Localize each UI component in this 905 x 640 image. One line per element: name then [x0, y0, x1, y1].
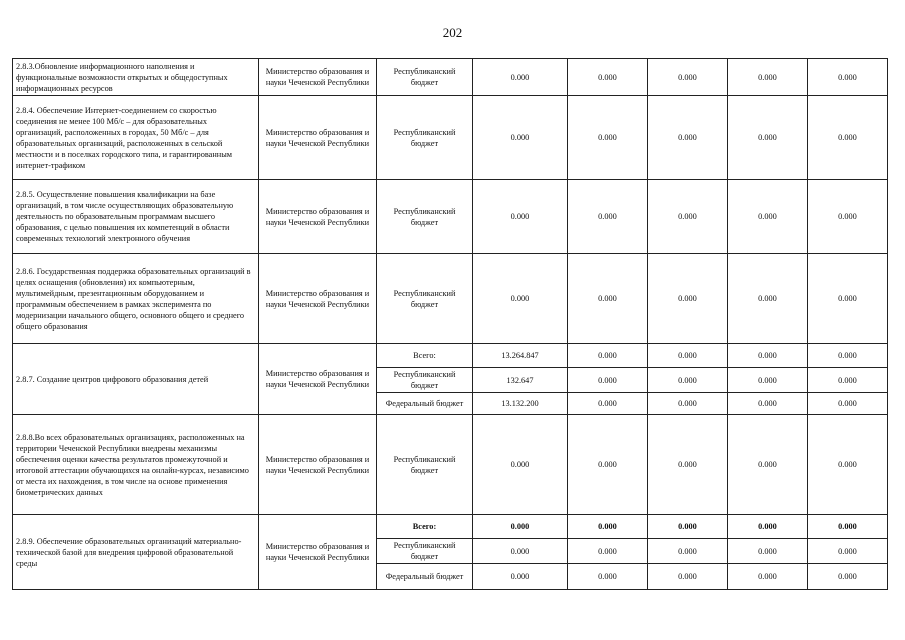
amount-cell: 0.000: [808, 96, 888, 180]
table-row: [13, 415, 888, 515]
amount-cell: 0.000: [648, 180, 728, 254]
amount-cell: 0.000: [473, 59, 568, 96]
table-row: [13, 96, 888, 180]
activity-cell: 2.8.5. Осуществление повышения квалификации на базе организаций, в том числе осуществляющих образовательную деятельность по образовательным программам высшего образования, с целью повышения их компетенций в области современных технологий электронного обучения: [13, 180, 259, 254]
amount-cell: 0.000: [728, 539, 808, 564]
amount-cell: 0.000: [808, 564, 888, 590]
amount-cell: 0.000: [808, 415, 888, 515]
page-number: 202: [442, 25, 463, 40]
amount-cell: 0.000: [568, 415, 648, 515]
amount-cell: 0.000: [568, 515, 648, 539]
amount-cell: 0.000: [473, 254, 568, 344]
amount-cell: 0.000: [808, 180, 888, 254]
funding-source-cell: Федеральный бюджет: [377, 564, 473, 590]
amount-cell: 0.000: [473, 539, 568, 564]
amount-cell: 0.000: [728, 393, 808, 415]
amount-cell: 0.000: [568, 344, 648, 368]
activity-cell: 2.8.7. Создание центров цифрового образования детей: [13, 344, 259, 415]
funding-source-cell: Федеральный бюджет: [377, 393, 473, 415]
table-body: [13, 59, 888, 590]
executor-cell: Министерство образования и науки Чеченской Республики: [259, 96, 377, 180]
amount-cell: 0.000: [728, 564, 808, 590]
amount-cell: 0.000: [473, 515, 568, 539]
activity-cell: 2.8.9. Обеспечение образовательных организаций материально-технической базой для внедрения цифровой образовательной среды: [13, 515, 259, 590]
amount-cell: 0.000: [808, 254, 888, 344]
amount-cell: 0.000: [473, 180, 568, 254]
amount-cell: 0.000: [728, 180, 808, 254]
amount-cell: 0.000: [808, 59, 888, 96]
amount-cell: 0.000: [568, 539, 648, 564]
executor-cell: Министерство образования и науки Чеченской Республики: [259, 180, 377, 254]
amount-cell: 0.000: [648, 96, 728, 180]
executor-cell: Министерство образования и науки Чеченской Республики: [259, 415, 377, 515]
amount-cell: 0.000: [568, 59, 648, 96]
budget-table: [12, 58, 888, 590]
table-row: [13, 59, 888, 96]
amount-cell: 0.000: [568, 368, 648, 393]
funding-source-cell: Республиканский бюджет: [377, 59, 473, 96]
amount-cell: 0.000: [728, 415, 808, 515]
table-row: [13, 344, 888, 368]
amount-cell: 0.000: [808, 368, 888, 393]
executor-cell: Министерство образования и науки Чеченской Республики: [259, 344, 377, 415]
funding-source-cell: Всего:: [377, 344, 473, 368]
amount-cell: 0.000: [568, 564, 648, 590]
amount-cell: 0.000: [568, 393, 648, 415]
funding-source-cell: Республиканский бюджет: [377, 539, 473, 564]
amount-cell: 0.000: [648, 344, 728, 368]
activity-cell: 2.8.3.Обновление информационного наполнения и функциональные возможности открытых и общедоступных информационных ресурсов: [13, 59, 259, 96]
amount-cell: 13.264.847: [473, 344, 568, 368]
amount-cell: 0.000: [808, 539, 888, 564]
amount-cell: 0.000: [648, 59, 728, 96]
amount-cell: 0.000: [728, 59, 808, 96]
amount-cell: 0.000: [648, 539, 728, 564]
amount-cell: 13.132.200: [473, 393, 568, 415]
amount-cell: 0.000: [648, 368, 728, 393]
amount-cell: 0.000: [728, 344, 808, 368]
activity-cell: 2.8.8.Во всех образовательных организациях, расположенных на территории Чеченской Республики внедрены механизмы обеспечения оценки качества результатов промежуточной и итоговой аттестации обучающихся на онлайн-курсах, независимо от места их нахождения, в том числе на основе применения биометрических данных: [13, 415, 259, 515]
amount-cell: 0.000: [648, 254, 728, 344]
amount-cell: 0.000: [648, 564, 728, 590]
funding-source-cell: Республиканский бюджет: [377, 180, 473, 254]
table-row: [13, 254, 888, 344]
activity-cell: 2.8.6. Государственная поддержка образовательных организаций в целях оснащения (обновления) их компьютерным, мультимейдным, презентационным оборудованием и программным обеспечением в рамках эксперимента по модернизации начального общего, основного общего и среднего общего образования: [13, 254, 259, 344]
executor-cell: Министерство образования и науки Чеченской Республики: [259, 515, 377, 590]
table-row: [13, 180, 888, 254]
amount-cell: 0.000: [728, 515, 808, 539]
funding-source-cell: Республиканский бюджет: [377, 415, 473, 515]
amount-cell: 0.000: [808, 515, 888, 539]
table-row: [13, 515, 888, 539]
funding-source-cell: Республиканский бюджет: [377, 368, 473, 393]
executor-cell: Министерство образования и науки Чеченской Республики: [259, 59, 377, 96]
amount-cell: 0.000: [473, 564, 568, 590]
funding-source-cell: Всего:: [377, 515, 473, 539]
funding-source-cell: Республиканский бюджет: [377, 96, 473, 180]
amount-cell: 0.000: [808, 393, 888, 415]
amount-cell: 0.000: [473, 96, 568, 180]
amount-cell: 0.000: [728, 254, 808, 344]
amount-cell: 0.000: [648, 393, 728, 415]
amount-cell: 0.000: [473, 415, 568, 515]
amount-cell: 132.647: [473, 368, 568, 393]
activity-cell: 2.8.4. Обеспечение Интернет-соединением со скоростью соединения не менее 100 Мб/с – для образовательных организаций, расположенных в городах, 50 Мб/с – для образовательных организаций, расположенных в сельской местности и в поселках городского типа, и гарантированным интернет-трафиком: [13, 96, 259, 180]
amount-cell: 0.000: [648, 515, 728, 539]
amount-cell: 0.000: [728, 368, 808, 393]
amount-cell: 0.000: [568, 180, 648, 254]
amount-cell: 0.000: [808, 344, 888, 368]
executor-cell: Министерство образования и науки Чеченской Республики: [259, 254, 377, 344]
amount-cell: 0.000: [568, 254, 648, 344]
funding-source-cell: Республиканский бюджет: [377, 254, 473, 344]
amount-cell: 0.000: [648, 415, 728, 515]
amount-cell: 0.000: [728, 96, 808, 180]
amount-cell: 0.000: [568, 96, 648, 180]
